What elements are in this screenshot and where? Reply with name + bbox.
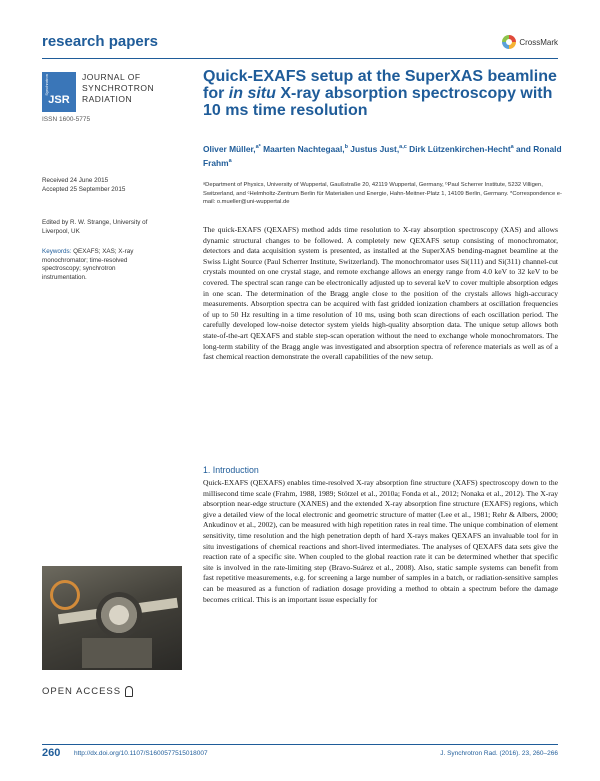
journal-logo-text: JSR bbox=[48, 94, 70, 106]
footer-rule bbox=[42, 744, 558, 745]
author-3-affil: a,c bbox=[399, 144, 407, 150]
photo-chamber bbox=[96, 592, 142, 638]
article-title bbox=[203, 68, 563, 119]
crossmark-icon bbox=[502, 35, 516, 49]
title-italic: in situ bbox=[228, 85, 276, 102]
issn: ISSN 1600-5775 bbox=[42, 116, 91, 123]
journal-logo-side-text: Synchrotron bbox=[44, 74, 49, 96]
title-part2: X-ray absorption spectroscopy with 10 ms time resolution bbox=[203, 85, 553, 119]
author-2-affil: b bbox=[344, 144, 348, 150]
keywords-label: Keywords: bbox=[42, 248, 72, 255]
photo-cable bbox=[50, 580, 80, 610]
received-date: Received 24 June 2015 bbox=[42, 177, 109, 184]
intro-body: Quick-EXAFS (QEXAFS) enables time-resolved X-ray absorption fine structure (XAFS) spectroscopy down to the millisecond time scale (Frahm, 1988, 1989; Stötzel et al., 2010a; Fonda et al., 2012; Nonaka et al., 2012). The X-ray absorption near-edge structure (XANES) and the extended X-ray absorption fine structure (EXAFS) regions, which give a detailed view of the local electronic and geometric structure of matter (Lee et al., 1981; Rehr & Albers, 2000; Ankudinov et al., 2002), can be measured with high repetition rates in real time. The unique combination of element sensitivity, time resolution and the high penetration depth of hard X-rays makes QEXAFS an invaluable tool for in situ investigations of chemical reactions and short-lived intermediates. The analyses of QEXAFS data sets give the reaction rate of a specific site. When coupled to the global reaction rate it can be determined whether that specific site is involved in the rate-limiting step (Bravo-Suárez et al., 2008). Also, static sample systems can benefit from fast repetitive measurements, e.g. for screening a large number of samples in a batch, or radiation-sensitive samples can be measured as a function of radiation dosage providing a method to obtain a spectrum before the damage becomes critical. This is an important issue especially for bbox=[203, 478, 558, 604]
header-rule bbox=[42, 58, 558, 59]
article-dates bbox=[42, 177, 162, 194]
author-list bbox=[203, 141, 563, 169]
crossmark-badge[interactable] bbox=[502, 35, 558, 49]
journal-name-line3: RADIATION bbox=[82, 94, 133, 104]
keywords-list: QEXAFS; XAS; X-ray monochromator; time-resolved spectroscopy; synchrotron instrumentation. bbox=[42, 248, 134, 281]
open-access-label: OPEN ACCESS bbox=[42, 686, 122, 697]
page-footer bbox=[42, 747, 558, 763]
intro-heading: 1. Introduction bbox=[203, 465, 259, 475]
author-4[interactable]: Dirk Lützenkirchen-Hecht bbox=[409, 143, 511, 154]
edited-by: Edited by R. W. Strange, University of Liverpool, UK bbox=[42, 219, 148, 235]
author-3[interactable]: Justus Just, bbox=[350, 143, 400, 154]
page-number: 260 bbox=[42, 747, 61, 759]
author-4-affil: a bbox=[510, 144, 514, 150]
affiliations: ᵃDepartment of Physics, University of Wuppertal, Gaußstraße 20, 42119 Wuppertal, Germany, ᵇPaul Scherrer Institute, 5232 Villigen, Switzerland, and ᶜHelmholtz-Zentrum Berlin für Materialien und Energie, Hahn-Meitner-Platz 1, 14109 Berlin, Germany. *Correspondence e-mail: o.mueller@uni-wuppertal.de bbox=[203, 182, 562, 206]
journal-citation: J. Synchrotron Rad. (2016). 23, 260–266 bbox=[440, 750, 558, 757]
abstract: The quick-EXAFS (QEXAFS) method adds time resolution to X-ray absorption spectroscopy (XAS) and allows dynamic structural changes to be followed. A completely new QEXAFS setup consisting of monochromator, detectors and data acquisition system is presented, as installed at the SuperXAS bending-magnet beamline at the Swiss Light Source (Paul Scherrer Institute, Switzerland). The monochromator uses Si(111) and Si(311) channel-cut crystals mounted on one crystal stage, and remote exchange allows an energy range from 4.0 keV to 32 keV to be covered. The spectral scan range can be electronically adjusted up to several keV to cover multiple absorption edges in one scan. The determination of the Bragg angle close to the position of the crystals allows high-accuracy measurements. Absorption spectra can be acquired with fast gridded ionization chambers at oscillation frequencies of up to 50 Hz resulting in a time resolution of 10 ms, using both scan directions of each oscillation period. The carefully developed low-noise detector system yields high-quality absorption data. The unique setup allows both state-of-the-art QEXAFS and stable step-scan operation without the need to exchange whole monochromators. The long-term stability of the Bragg angle was investigated and absorption spectra of reference materials as well as of a fast chemical reaction demonstrate the overall capabilities of the new setup. bbox=[203, 225, 558, 362]
author-2[interactable]: Maarten Nachtegaal, bbox=[263, 143, 345, 154]
open-access-badge[interactable] bbox=[42, 686, 133, 697]
journal-name bbox=[82, 72, 154, 105]
open-lock-icon bbox=[125, 686, 133, 697]
photo-stand bbox=[82, 638, 152, 668]
journal-name-line2: SYNCHROTRON bbox=[82, 83, 155, 93]
accepted-date: Accepted 25 September 2015 bbox=[42, 185, 126, 193]
author-1-affil: a* bbox=[255, 144, 261, 150]
crossmark-label: CrossMark bbox=[519, 37, 558, 47]
author-5[interactable]: and Ronald Frahm bbox=[203, 143, 562, 168]
section-label: research papers bbox=[42, 33, 158, 50]
page-header bbox=[42, 33, 558, 55]
beamline-photo bbox=[42, 566, 182, 670]
author-5-affil: a bbox=[228, 157, 232, 164]
journal-name-line1: JOURNAL OF bbox=[82, 72, 141, 82]
title-part1: Quick-EXAFS setup at the SuperXAS beamline for bbox=[203, 68, 557, 102]
doi-link[interactable]: http://dx.doi.org/10.1107/S1600577515018007 bbox=[74, 750, 208, 757]
author-1[interactable]: Oliver Müller, bbox=[203, 143, 256, 154]
journal-logo bbox=[42, 72, 76, 112]
keywords bbox=[42, 248, 162, 282]
